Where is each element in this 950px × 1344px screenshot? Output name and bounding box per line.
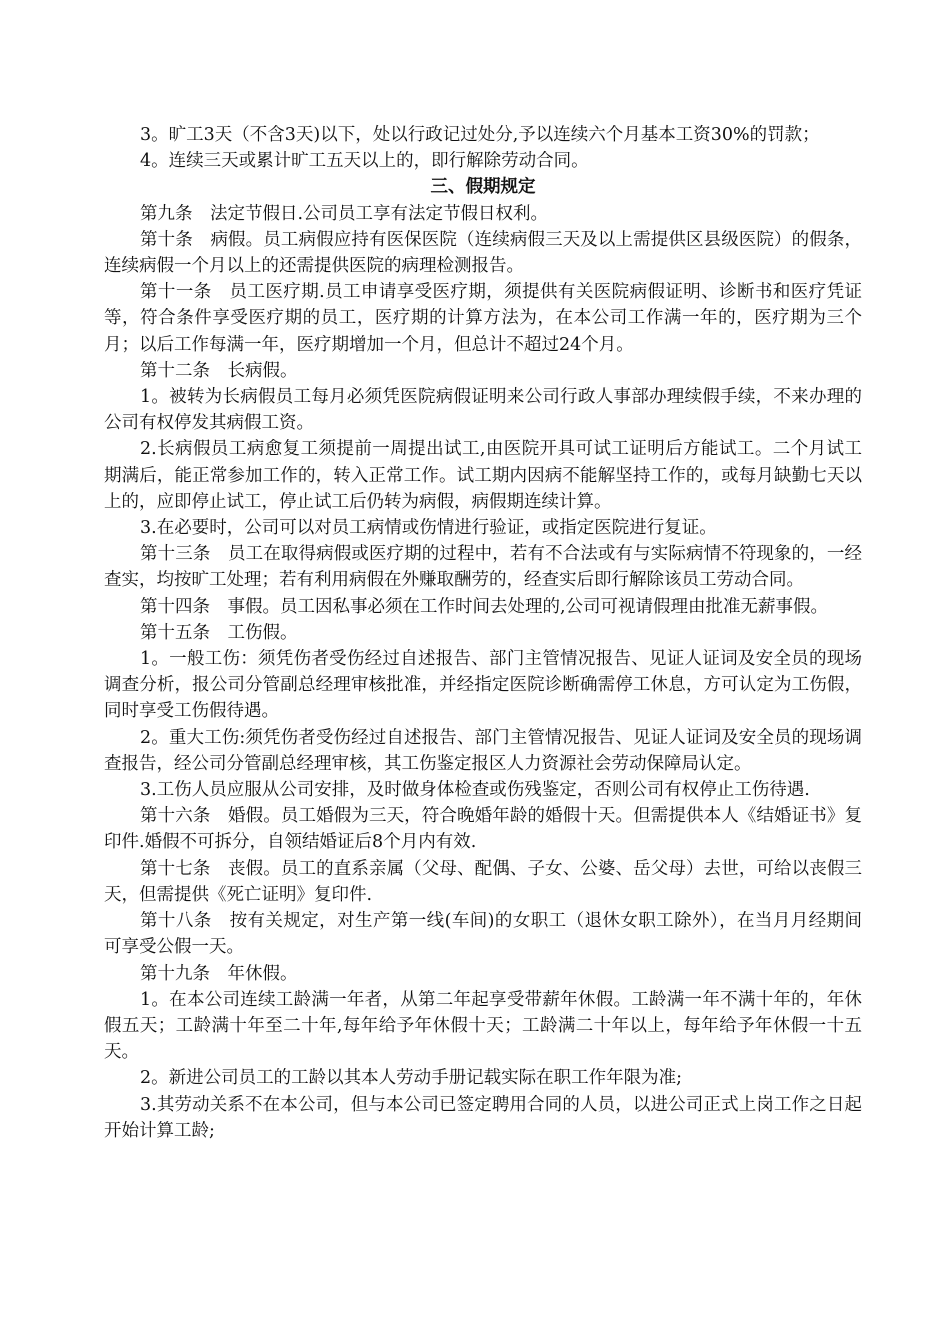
article-10: 第十条 病假。员工病假应持有医保医院（连续病假三天及以上需提供区县级医院）的假条，连续病假一个月以上的还需提供医院的病理检测报告。 <box>104 229 862 277</box>
article-12: 第十二条 长病假。 <box>140 360 298 381</box>
paragraph: 3.在必要时，公司可以对员工病情或伤情进行验证，或指定医院进行复证。 <box>140 518 717 539</box>
article-14: 第十四条 事假。员工因私事必须在工作时间去处理的,公司可视请假理由批准无薪事假。 <box>140 596 829 617</box>
article-13: 第十三条 员工在取得病假或医疗期的过程中，若有不合法或有与实际病情不符现象的，一经查实，均按旷工处理；若有利用病假在外赚取酬劳的，经查实后即行解除该员工劳动合同。 <box>104 544 862 591</box>
article-19: 第十九条 年休假。 <box>140 963 298 984</box>
paragraph: 1。一般工伤：须凭伤者受伤经过自述报告、部门主管情况报告、见证人证词及安全员的现场调查分析，报公司分管副总经理审核批准，并经指定医院诊断确需停工休息，方可认定为工伤假，同时享受工伤假待遇。 <box>104 649 862 722</box>
article-11: 第十一条 员工医疗期.员工申请享受医疗期，须提供有关医院病假证明、诊断书和医疗凭证等，符合条件享受医疗期的员工，医疗期的计算方法为，在本公司工作满一年的，医疗期为三个月；以后工作每满一年，医疗期增加一个月，但总计不超过24个月。 <box>104 282 862 355</box>
article-18: 第十八条 按有关规定，对生产第一线(车间)的女职工（退休女职工除外），在当月月经期间可享受公假一天。 <box>104 911 862 958</box>
section-heading: 三、假期规定 <box>430 177 536 198</box>
paragraph: 4。连续三天或累计旷工五天以上的，即行解除劳动合同。 <box>140 151 589 172</box>
document-page <box>104 122 862 1144</box>
paragraph: 3。旷工3天（不含3天)以下，处以行政记过处分,予以连续六个月基本工资30%的罚款； <box>140 125 820 145</box>
paragraph: 1。在本公司连续工龄满一年者，从第二年起享受带薪年休假。工龄满一年不满十年的，年休假五天；工龄满十年至二十年,每年给予年休假十天；工龄满二十年以上，每年给予年休假一十五天。 <box>104 989 862 1063</box>
article-17: 第十七条 丧假。员工的直系亲属（父母、配偶、子女、公婆、岳父母）去世，可给以丧假三天，但需提供《死亡证明》复印件. <box>104 858 862 905</box>
paragraph: 3.工伤人员应服从公司安排，及时做身体检查或伤残鉴定，否则公司有权停止工伤待遇. <box>140 780 810 801</box>
paragraph: 2。新进公司员工的工龄以其本人劳动手册记载实际在职工作年限为准; <box>140 1068 683 1089</box>
paragraph: 2.长病假员工病愈复工须提前一周提出试工,由医院开具可试工证明后方能试工。二个月试工期满后，能正常参加工作的，转入正常工作。试工期内因病不能解坚持工作的，或每月缺勤七天以上的，应即停止试工，停止试工后仍转为病假，病假期连续计算。 <box>104 439 862 512</box>
paragraph: 2。重大工伤:须凭伤者受伤经过自述报告、部门主管情况报告、见证人证词及安全员的现场调查报告，经公司分管副总经理审核，其工伤鉴定报区人力资源社会劳动保障局认定。 <box>104 727 862 774</box>
article-9: 第九条 法定节假日.公司员工享有法定节假日权利。 <box>140 203 549 224</box>
article-15: 第十五条 工伤假。 <box>140 622 298 643</box>
paragraph: 1。被转为长病假员工每月必须凭医院病假证明来公司行政人事部办理续假手续，不来办理的公司有权停发其病假工资。 <box>104 387 862 434</box>
article-16: 第十六条 婚假。员工婚假为三天，符合晚婚年龄的婚假十天。但需提供本人《结婚证书》复印件.婚假不可拆分，自领结婚证后8个月内有效. <box>104 806 862 853</box>
paragraph: 3.其劳动关系不在本公司，但与本公司已签定聘用合同的人员，以进公司正式上岗工作之日起开始计算工龄; <box>104 1094 862 1141</box>
